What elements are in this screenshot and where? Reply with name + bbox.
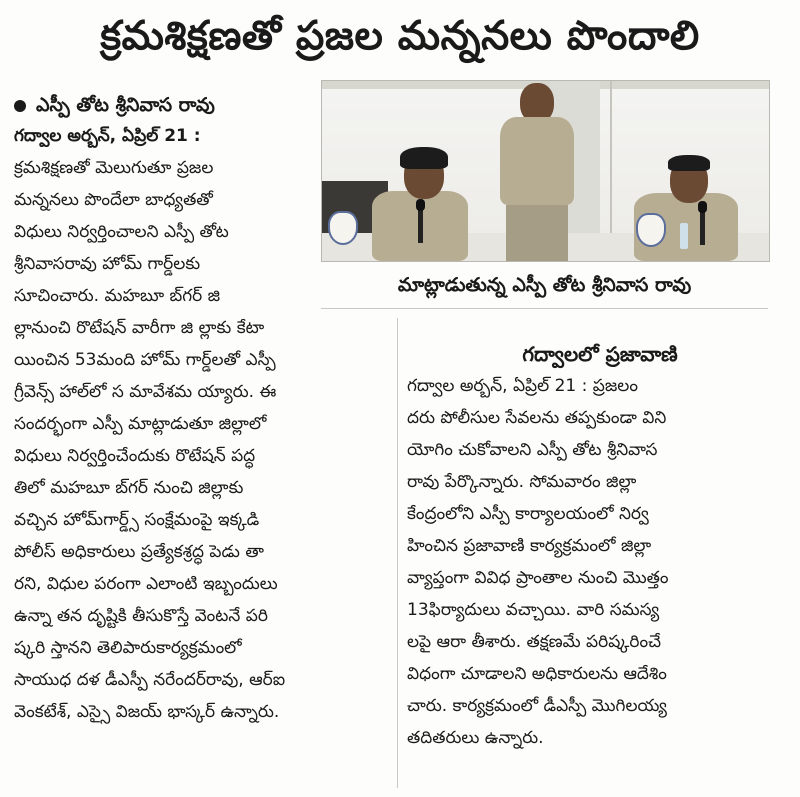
left-story-line: గ్రీవెన్స్ హాల్‌లో స మావేశమ య్యారు. ఈ — [14, 382, 277, 402]
left-story-line: వచ్చిన హోమ్‌గార్డ్స్ సంక్షేమంపై ఇక్కడి — [14, 510, 260, 530]
right-story-line: 13ఫిర్యాదులు వచ్చాయి. వారి సమస్య — [407, 600, 660, 620]
left-story-line: సందర్భంగా ఎస్పీ మాట్లాడుతూ జిల్లాలో — [14, 414, 267, 434]
right-story-title: గద్వాలలో ప్రజావాణి — [522, 342, 678, 366]
police-emblem-left — [328, 211, 358, 245]
right-story-line: వ్యాప్తంగా వివిధ ప్రాంతాల నుంచి మొత్తం — [407, 568, 669, 588]
news-photo — [321, 80, 770, 262]
headline: క్రమశిక్షణతో ప్రజల మన్ననలు పొందాలి — [100, 13, 700, 59]
right-story-line: విధంగా చూడాలని అధికారులను ఆదేశిం — [407, 664, 667, 684]
right-story-line: హించిన ప్రజావాణి కార్యక్రమంలో జిల్లా — [407, 536, 652, 556]
right-story-line: తదితరులు ఉన్నారు. — [407, 728, 544, 748]
right-story-line: గద్వాల అర్బన్, ఏప్రిల్ 21 : ప్రజలం — [407, 376, 638, 396]
photo-caption: మాట్లాడుతున్న ఎస్పీ తోట శ్రీనివాస రావు — [321, 262, 768, 309]
right-story-line: కేంద్రంలోని ఎస్పీ కార్యాలయంలో నిర్వ — [407, 504, 649, 524]
left-story-line: తిలో మహబూ బ్‌గర్ నుంచి జిల్లాకు — [14, 478, 244, 498]
left-story-line: ల్లానుంచి రొటేషన్ వారీగా జి ల్లాకు కేటా — [14, 318, 265, 338]
left-story-line: విధులు నిర్వర్తించేందుకు రొటేషన్ పద్ధ — [14, 446, 256, 466]
left-story-line: క్రమశిక్షణతో మెలుగుతూ ప్రజల — [14, 158, 214, 178]
left-story-line: ష్కరి స్తానని తెలిపారుకార్యక్రమంలో — [14, 638, 242, 658]
right-story — [407, 370, 793, 754]
right-story-line: చారు. కార్యక్రమంలో డీఎస్పీ మొగిలయ్య — [407, 696, 667, 716]
left-story-line: యించిన 53మంది హోమ్ గార్డ్‌లతో ఎస్పీ — [14, 350, 276, 370]
byline-text: ఎస్పీ తోట శ్రీనివాస రావు — [36, 94, 215, 116]
bullet-icon — [14, 100, 26, 112]
police-emblem-right — [636, 213, 666, 247]
right-story-line: దరు పోలీసుల సేవలను తప్పకుండా విని — [407, 408, 667, 428]
left-story-line: విధులు నిర్వర్తించాలని ఎస్పీ తోట — [14, 222, 229, 242]
left-story-line: రని, విధుల పరంగా ఎలాంటి ఇబ్బందులు — [14, 574, 278, 594]
left-story-line: మన్ననలు పొందేలా బాధ్యతతో — [14, 190, 213, 210]
byline — [14, 90, 314, 120]
left-story-line: ఉన్నా తన దృష్టికి తీసుకొస్తే వెంటనే పరి — [14, 606, 268, 626]
left-story-line: గద్వాల అర్బన్, ఏప్రిల్ 21 : — [14, 126, 201, 146]
left-story-line: వెంకటేశ్, ఎస్సై విజయ్ భాస్కర్ ఉన్నారు. — [14, 702, 280, 722]
right-story-line: రావు పేర్కొన్నారు. సోమవారం జిల్లా — [407, 472, 637, 492]
column-divider — [397, 318, 398, 788]
left-story-line: పోలీస్ అధికారులు ప్రత్యేకశ్రద్ధ పెడు తా — [14, 542, 264, 562]
left-story-line: సూచించారు. మహబూ బ్‌గర్ జి — [14, 286, 221, 306]
right-story-line: యోగిం చుకోవాలని ఎస్పీ తోట శ్రీనివాస — [407, 440, 658, 460]
left-story-line: సాయుధ దళ డీఎస్పీ నరేందర్‌రావు, ఆర్ఐ — [14, 670, 286, 690]
left-story-line: శ్రీనివాసరావు హోమ్ గార్డ్‌లకు — [14, 254, 201, 274]
right-story-line: లపై ఆరా తీశారు. తక్షణమే పరిష్కరించే — [407, 632, 661, 652]
